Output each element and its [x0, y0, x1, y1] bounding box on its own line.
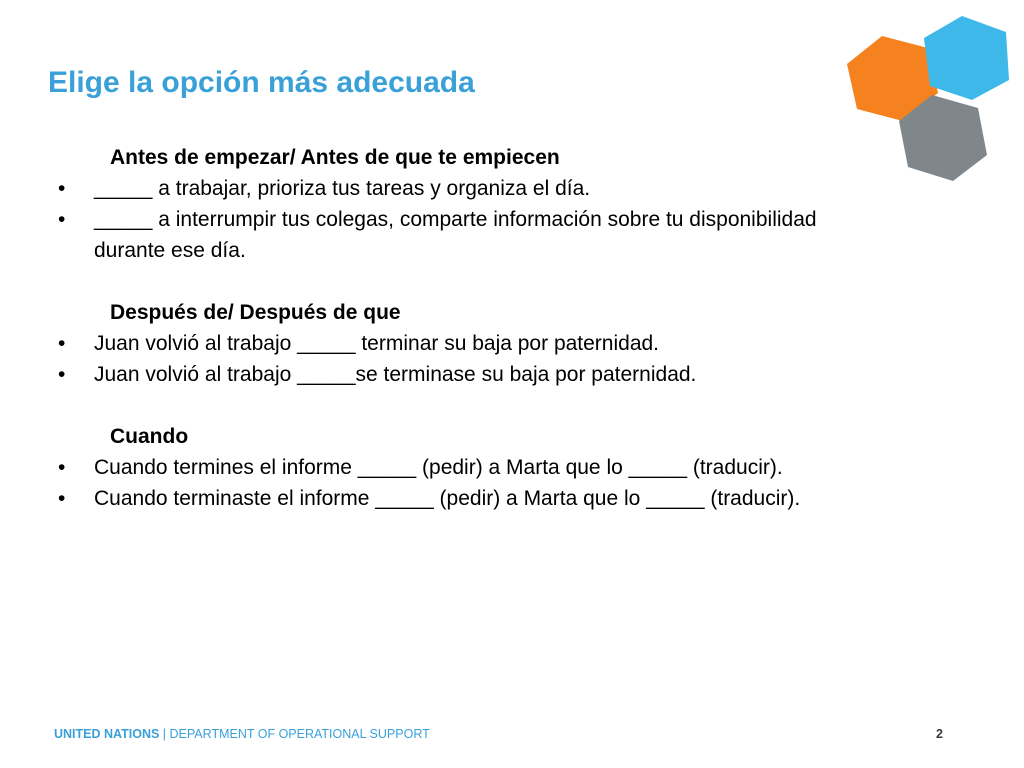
bullet-icon: •	[58, 177, 66, 200]
list-item	[58, 359, 878, 390]
bullet-icon: •	[58, 208, 66, 231]
list-item	[58, 328, 878, 359]
list-item	[58, 452, 878, 483]
slide-title: Elige la opción más adecuada	[48, 66, 475, 99]
list-item	[58, 173, 878, 204]
bullet-icon: •	[58, 363, 66, 386]
list-item-text: Juan volvió al trabajo _____ terminar su baja por paternidad.	[94, 332, 660, 355]
footer-department: DEPARTMENT OF OPERATIONAL SUPPORT	[169, 727, 430, 741]
page-number: 2	[936, 727, 943, 741]
footer-separator: |	[159, 727, 170, 741]
list-item-text: Cuando terminaste el informe _____ (pedir) a Marta que lo _____ (traducir).	[94, 487, 801, 510]
list-item-text: _____ a trabajar, prioriza tus tareas y organiza el día.	[94, 177, 591, 200]
list-item-text: Juan volvió al trabajo _____se terminase su baja por paternidad.	[94, 363, 697, 386]
section-heading-cuando: Cuando	[110, 425, 189, 448]
list-item-text: _____ a interrumpir tus colegas, comparte información sobre tu disponibilidad durante ese día.	[94, 208, 817, 262]
list-item-text: Cuando termines el informe _____ (pedir) a Marta que lo _____ (traducir).	[94, 456, 783, 479]
bullet-icon: •	[58, 487, 66, 510]
list-item	[58, 483, 878, 514]
footer	[54, 727, 430, 741]
bullet-icon: •	[58, 332, 66, 355]
section-heading-antes: Antes de empezar/ Antes de que te empiecen	[110, 146, 560, 169]
exercise-content	[58, 142, 878, 514]
list-item	[58, 204, 878, 266]
section-heading-despues: Después de/ Después de que	[110, 301, 401, 324]
bullet-icon: •	[58, 456, 66, 479]
footer-org: UNITED NATIONS	[54, 727, 160, 741]
blue-hexagon	[924, 16, 1009, 100]
